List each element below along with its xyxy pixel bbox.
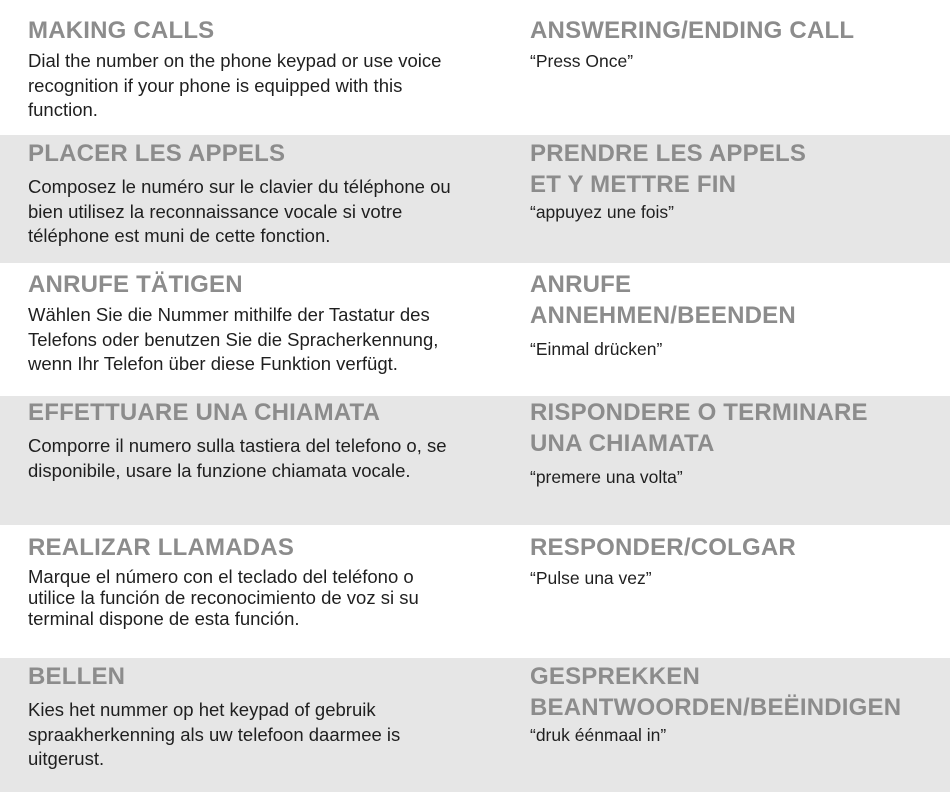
making-calls-block bbox=[28, 269, 508, 377]
answering-block bbox=[530, 532, 945, 591]
section-heading: ANRUFE ANNEHMEN/BEENDEN bbox=[530, 271, 796, 329]
section-heading: BELLEN bbox=[28, 663, 126, 690]
section-body: Kies het nummer op het keypad of gebruik spraakherkenning als uw telefoon daarmee is uitgerust. bbox=[28, 699, 401, 769]
answering-block bbox=[530, 397, 945, 490]
section-body: “druk éénmaal in” bbox=[530, 725, 667, 745]
answering-block bbox=[530, 15, 945, 74]
section-heading: RESPONDER/COLGAR bbox=[530, 534, 796, 561]
section-body: “appuyez une fois” bbox=[530, 202, 674, 222]
making-calls-block bbox=[28, 397, 508, 483]
making-calls-block bbox=[28, 661, 508, 772]
section-heading: PLACER LES APPELS bbox=[28, 140, 286, 167]
section-heading: ANRUFE TÄTIGEN bbox=[28, 271, 243, 298]
making-calls-block bbox=[28, 532, 508, 629]
section-body: “premere una volta” bbox=[530, 467, 683, 487]
section-dutch bbox=[0, 658, 950, 792]
section-body: “Pulse una vez” bbox=[530, 568, 652, 588]
section-german bbox=[0, 263, 950, 396]
section-body: Marque el número con el teclado del teléfono o utilice la función de reconocimiento de voz si su terminal dispone de esta función. bbox=[28, 566, 419, 629]
section-heading: MAKING CALLS bbox=[28, 17, 215, 44]
section-heading: GESPREKKEN BEANTWOORDEN/BEËINDIGEN bbox=[530, 663, 902, 721]
section-body: Wählen Sie die Nummer mithilfe der Tastatur des Telefons oder benutzen Sie die Spracherkennung, wenn Ihr Telefon über diese Funktion verfügt. bbox=[28, 304, 439, 374]
section-spanish bbox=[0, 525, 950, 658]
section-english bbox=[0, 0, 950, 135]
section-body: Comporre il numero sulla tastiera del telefono o, se disponibile, usare la funzione chiamata vocale. bbox=[28, 435, 447, 481]
section-body: “Press Once” bbox=[530, 51, 634, 71]
answering-block bbox=[530, 269, 945, 362]
section-italian bbox=[0, 396, 950, 525]
section-heading: EFFETTUARE UNA CHIAMATA bbox=[28, 399, 381, 426]
section-heading: ANSWERING/ENDING CALL bbox=[530, 17, 855, 44]
section-french bbox=[0, 135, 950, 263]
section-heading: RISPONDERE O TERMINARE UNA CHIAMATA bbox=[530, 399, 868, 457]
making-calls-block bbox=[28, 138, 508, 249]
answering-block bbox=[530, 138, 945, 225]
section-body: Dial the number on the phone keypad or use voice recognition if your phone is equipped with this function. bbox=[28, 50, 442, 120]
section-heading: PRENDRE LES APPELS ET Y METTRE FIN bbox=[530, 140, 807, 198]
section-body: Composez le numéro sur le clavier du téléphone ou bien utilisez la reconnaissance vocale si votre téléphone est muni de cette fonction. bbox=[28, 176, 451, 246]
section-heading: REALIZAR LLAMADAS bbox=[28, 534, 295, 561]
making-calls-block bbox=[28, 15, 508, 123]
section-body: “Einmal drücken” bbox=[530, 339, 663, 359]
answering-block bbox=[530, 661, 945, 748]
